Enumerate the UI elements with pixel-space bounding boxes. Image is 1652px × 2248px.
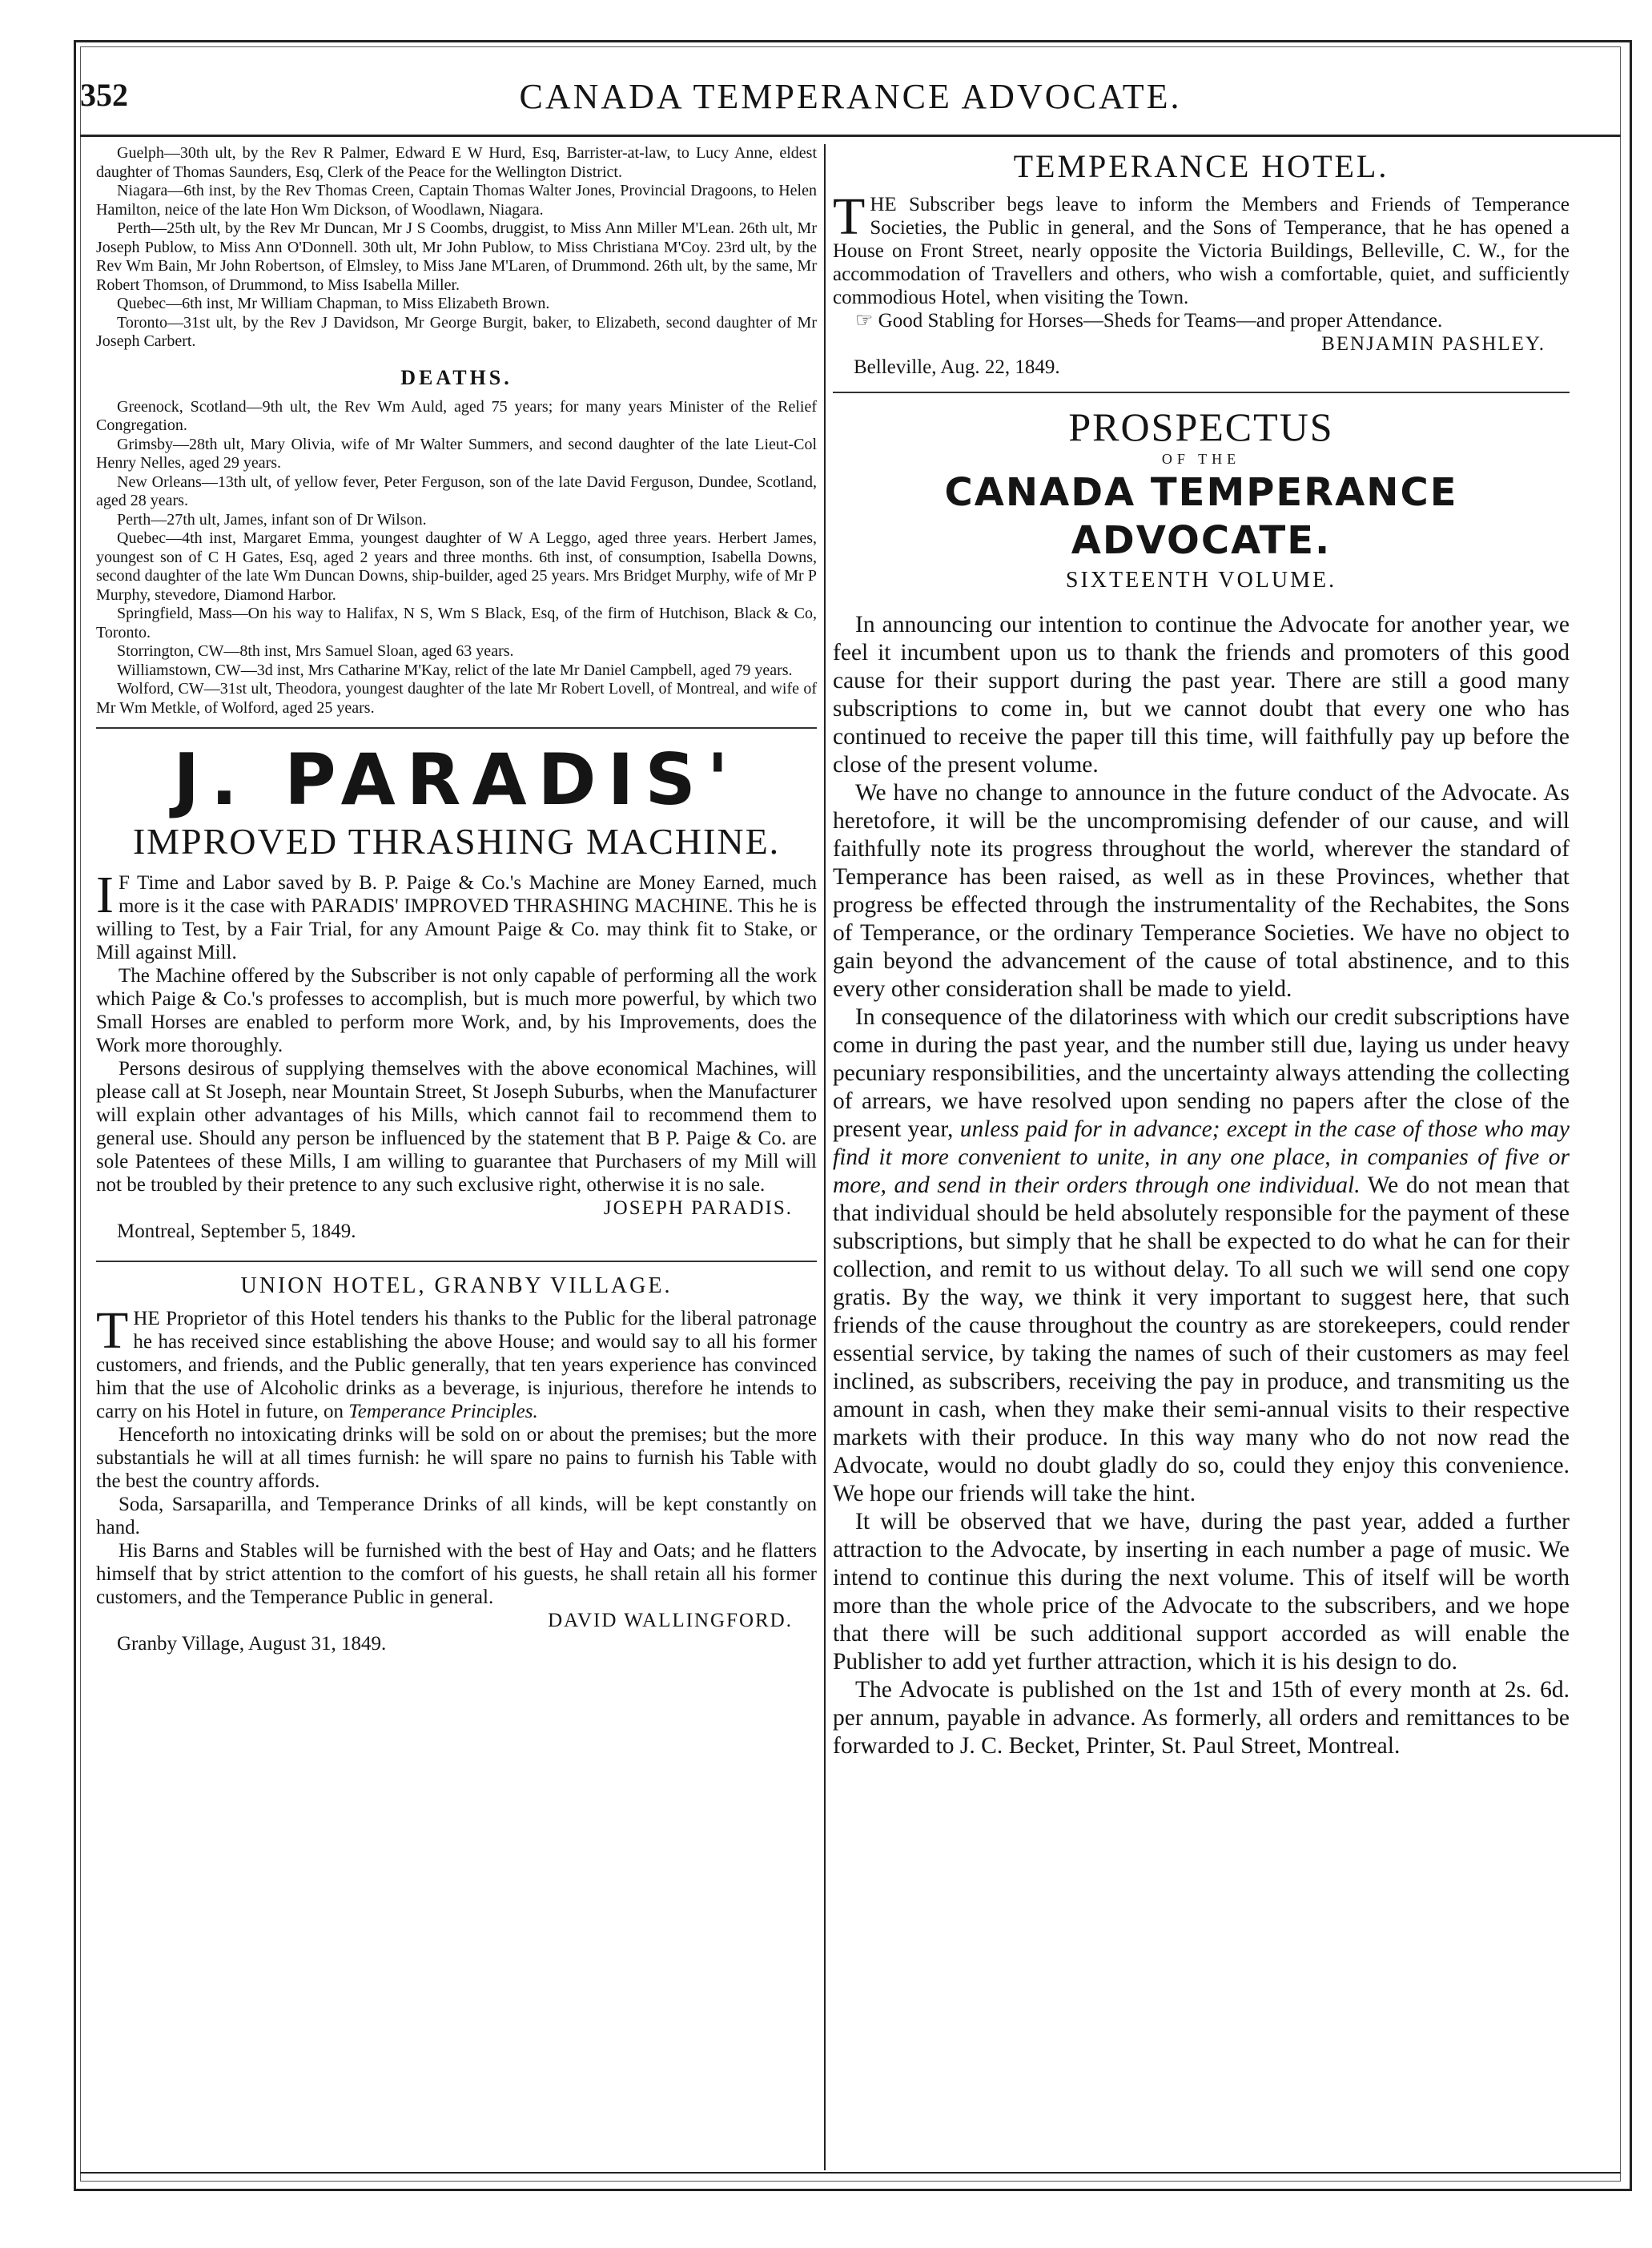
prospectus-title: PROSPECTUS (1068, 404, 1334, 449)
union-paragraph: His Barns and Stables will be furnished with the best of Hay and Oats; and he flatters himself that by strict attention to the comfort of his guests, he shall retain all his former customers, and the Temperance Public in general. (96, 1540, 817, 1608)
paradis-subtitle: IMPROVED THRASHING MACHINE. (132, 821, 781, 862)
prospectus-paragraph: The Advocate is published on the 1st and 15th of every month at 2s. 6d. per annum, payable in advance. As formerly, all orders and remittances to be forwarded to J. C. Becket, Printer, St. Paul Street, Montreal. (833, 1677, 1570, 1759)
paradis-signature: JOSEPH PARADIS. (603, 1197, 793, 1219)
section-divider (96, 727, 817, 729)
prospectus-italic: unless paid for in advance; except in the case of those who may find it more convenient to unite, in any one place, in companies of five or more, and send in their orders through one individual. (833, 1116, 1570, 1198)
paradis-date: Montreal, September 5, 1849. (117, 1221, 356, 1242)
prospectus-of-the: OF THE (1161, 451, 1241, 467)
page-number: 352 (80, 77, 128, 113)
paradis-paragraph: F Time and Labor saved by B. P. Paige & Co.'s Machine are Money Earned, much more is it the case with PARADIS' IMPROVED THRASHING MACHINE. This he is willing to Test, by a Fair Trial, for any Amount Paige & Co. may think fit to Stake, or Mill against Mill. (96, 872, 817, 963)
temperance-hotel-advertisement (833, 187, 1570, 379)
drop-cap: T (96, 1301, 129, 1360)
prospectus-paragraph: It will be observed that we have, during the past year, added a further attraction to the Advocate, by inserting in each number a page of music. We intend to continue this during the next volume. This of itself will be worth more than the whole price of the Advocate to the subscribers, and we hope that there will be such additional support accorded as will enable the Publisher to add yet further attraction, which it is his design to do. (833, 1509, 1570, 1675)
prospectus-paragraph: In consequence of the dilatoriness with which our credit subscriptions have come in during the past year, and the number still due, laying us under heavy pecuniary responsibilities, and the uncertainty always attending the collecting of arrears, we have resolved upon sending no papers after the close of the present year, unless paid for in advance; except in the case of those who may find it more convenient to unite, in any one place, in companies of five or more, and send in their orders through one individual. We do not mean that that individual should be held absolutely responsible for the payment of these subscriptions, but simply that he shall be expected to do what he can for their collection, and remit to us without delay. To all such we will send one copy gratis. By the way, we think it very important to suggest here, that such friends of the cause throughout the country as are storekeepers, could render essential service, by taking the names of such of their customers as may feel inclined, as subscribers, receiving the pay in produce, and transmiting us the amount in cash, when they make their semi-annual visits to their respective markets with their produce. In this way many who do not now read the Advocate, would no doubt gladly do so, could they enjoy this convenience. We hope our friends will take the hint. (833, 1004, 1570, 1506)
paradis-advertisement (96, 866, 817, 1243)
prospectus-volume: SIXTEENTH VOLUME. (1065, 568, 1337, 593)
left-column (96, 144, 817, 1655)
marriage-notice: Perth—25th ult, by the Rev Mr Duncan, Mr J S Coombs, druggist, to Miss Ann Miller M'Lean. 26th ult, Mr Joseph Publow, to Miss Ann O'Donnell. 30th ult, Mr John Publow, to Miss Christiana M'Coy. 23rd ult, by the Rev Wm Bain, Mr John Robertson, of Elmsley, to Miss Jane M'Laren, of Drummond. 26th ult, by the same, Mr Robert Thomson, of Drummond, to Miss Isabella Miller. (96, 219, 817, 294)
marriages-list (96, 144, 817, 352)
prospectus-paragraph: In announcing our intention to continue the Advocate for another year, we feel it incumbent upon us to thank the friends and promoters of this good cause for their support during the past year. There are still a good many subscriptions to come in, but we cannot doubt that every one who has continued to receive the paper till this time, will faithfully pay up before the close of the present volume. (833, 612, 1570, 778)
column-divider (824, 144, 826, 2170)
union-hotel-advertisement (96, 1301, 817, 1655)
footer-rule (80, 2172, 1621, 2174)
union-paragraph: Henceforth no intoxicating drinks will be sold on or about the premises; but the more substantials he will at all times furnish: he will spare no pains to furnish his Table with the best the country affords. (96, 1424, 817, 1492)
prospectus-body (833, 611, 1570, 1760)
hotel-paragraph: HE Subscriber begs leave to inform the Members and Friends of Temperance Societies, the Public in general, and the Sons of Temperance, that he has opened a House on Front Street, nearly opposite the Victoria Buildings, Belleville, C. W., for the accommodation of Travellers and others, who wish a comfortable, quiet, and sufficiently commodious Hotel, when visiting the Town. (833, 194, 1570, 308)
section-divider (96, 1261, 817, 1262)
marriage-notice: Quebec—6th inst, Mr William Chapman, to Miss Elizabeth Brown. (117, 295, 550, 312)
death-notice: Grimsby—28th ult, Mary Olivia, wife of Mr Walter Summers, and second daughter of the late Lieut-Col Henry Nelles, aged 29 years. (96, 435, 817, 472)
union-hotel-heading: UNION HOTEL, GRANBY VILLAGE. (240, 1273, 673, 1298)
drop-cap: T (833, 187, 866, 246)
prospectus-paragraph: We have no change to announce in the future conduct of the Advocate. As heretofore, it will be the uncompromising defender of our cause, and will faithfully note its progress throughout the world, wherever the standard of Temperance has been raised, as well as in these Provinces, whether that progress be effected through the instrumentality of the Rechabites, the Sons of Temperance, or the ordinary Temperance Societies. We have no object to gain beyond the advancement of the cause of total abstinence, and to this every other consideration shall be made to yield. (833, 780, 1570, 1002)
marriage-notice: Guelph—30th ult, by the Rev R Palmer, Edward E W Hurd, Esq, Barrister-at-law, to Lucy Anne, eldest daughter of Thomas Saunders, Esq, Clerk of the Peace for the Wellington District. (96, 144, 817, 181)
death-notice: New Orleans—13th ult, of yellow fever, Peter Ferguson, son of the late David Ferguson, Dundee, Scotland, aged 28 years. (96, 473, 817, 509)
section-divider (833, 392, 1570, 393)
marriage-notice: Niagara—6th inst, by the Rev Thomas Creen, Captain Thomas Walter Jones, Provincial Dragoons, to Helen Hamilton, neice of the late Hon Wm Dickson, of Woodlawn, Niagara. (96, 182, 817, 219)
hotel-date: Belleville, Aug. 22, 1849. (854, 356, 1060, 378)
right-column (833, 144, 1570, 1760)
death-notice: Perth—27th ult, James, infant son of Dr Wilson. (117, 510, 427, 529)
death-notice: Springfield, Mass—On his way to Halifax, N S, Wm S Black, Esq, of the firm of Hutchison, Black & Co, Toronto. (96, 605, 817, 641)
temperance-hotel-heading: TEMPERANCE HOTEL. (1013, 148, 1389, 184)
marriage-notice: Toronto—31st ult, by the Rev J Davidson, Mr George Burgit, baker, to Elizabeth, second daughter of Mr Joseph Carbert. (96, 313, 817, 350)
union-paragraph: HE Proprietor of this Hotel tenders his thanks to the Public for the liberal patronage he has received since establishing the above House; and would say to all his former customers, and friends, and the Public generally, that ten years experience has convinced him that the use of Alcoholic drinks as a beverage, is injurious, therefore he intends to carry on his Hotel in future, on (96, 1308, 817, 1422)
masthead-title: CANADA TEMPERANCE ADVOCATE. (519, 77, 1182, 116)
prospectus-paper-name: CANADA TEMPERANCE ADVOCATE. (944, 470, 1458, 563)
drop-cap: I (96, 866, 114, 924)
death-notice: Storrington, CW—8th inst, Mrs Samuel Sloan, aged 63 years. (117, 642, 514, 660)
page-header (80, 76, 1621, 140)
paradis-paragraph: Persons desirous of supplying themselves with the above economical Machines, will please call at St Joseph, near Mountain Street, St Joseph Suburbs, when the Manufacturer will explain other advantages of his Mills, which cannot fail to recommend them to general use. Should any person be influenced by the statement that B P. Paige & Co. are sole Patentees of these Mills, I am willing to guarantee that Purchasers of my Mill will not be troubled by their pretence to any such exclusive right, otherwise it is no sale. (96, 1058, 817, 1196)
death-notice: Greenock, Scotland—9th ult, the Rev Wm Auld, aged 75 years; for many years Minister of the Relief Congregation. (96, 397, 817, 434)
death-notice: Wolford, CW—31st ult, Theodora, youngest daughter of the late Mr Robert Lovell, of Montreal, and wife of Mr Wm Metkle, of Wolford, aged 25 years. (96, 680, 817, 717)
union-italic: Temperance Principles. (348, 1401, 538, 1422)
union-paragraph: Soda, Sarsaparilla, and Temperance Drinks of all kinds, will be kept constantly on hand. (96, 1494, 817, 1538)
paradis-paragraph: The Machine offered by the Subscriber is not only capable of performing all the work which Paige & Co.'s professes to accomplish, but is much more powerful, by which two Small Horses are enabled to perform more Work, and, by his Improvements, does the Work more thoroughly. (96, 965, 817, 1056)
union-signature: DAVID WALLINGFORD. (548, 1610, 793, 1631)
death-notice: Williamstown, CW—3d inst, Mrs Catharine M'Kay, relict of the late Mr Daniel Campbell, aged 79 years. (117, 661, 793, 679)
death-notice: Quebec—4th inst, Margaret Emma, youngest daughter of W A Leggo, aged three years. Herbert James, youngest son of C H Gates, Esq, aged 2 years and three months. 6th inst, of consumption, Isabella Downs, second daughter of the late Wm Duncan Downs, ship-builder, aged 25 years. Mrs Bridget Murphy, wife of Mr P Murphy, stevedore, Diamond Harbor. (96, 529, 817, 604)
paradis-name-heading: J. PARADIS' (173, 738, 740, 821)
header-rule (80, 135, 1621, 137)
deaths-heading: DEATHS. (400, 365, 512, 389)
hotel-paragraph: ☞ Good Stabling for Horses—Sheds for Teams—and proper Attendance. (855, 310, 1443, 332)
union-date: Granby Village, August 31, 1849. (117, 1633, 387, 1655)
hotel-signature: BENJAMIN PASHLEY. (1321, 333, 1545, 355)
deaths-list (96, 398, 817, 718)
